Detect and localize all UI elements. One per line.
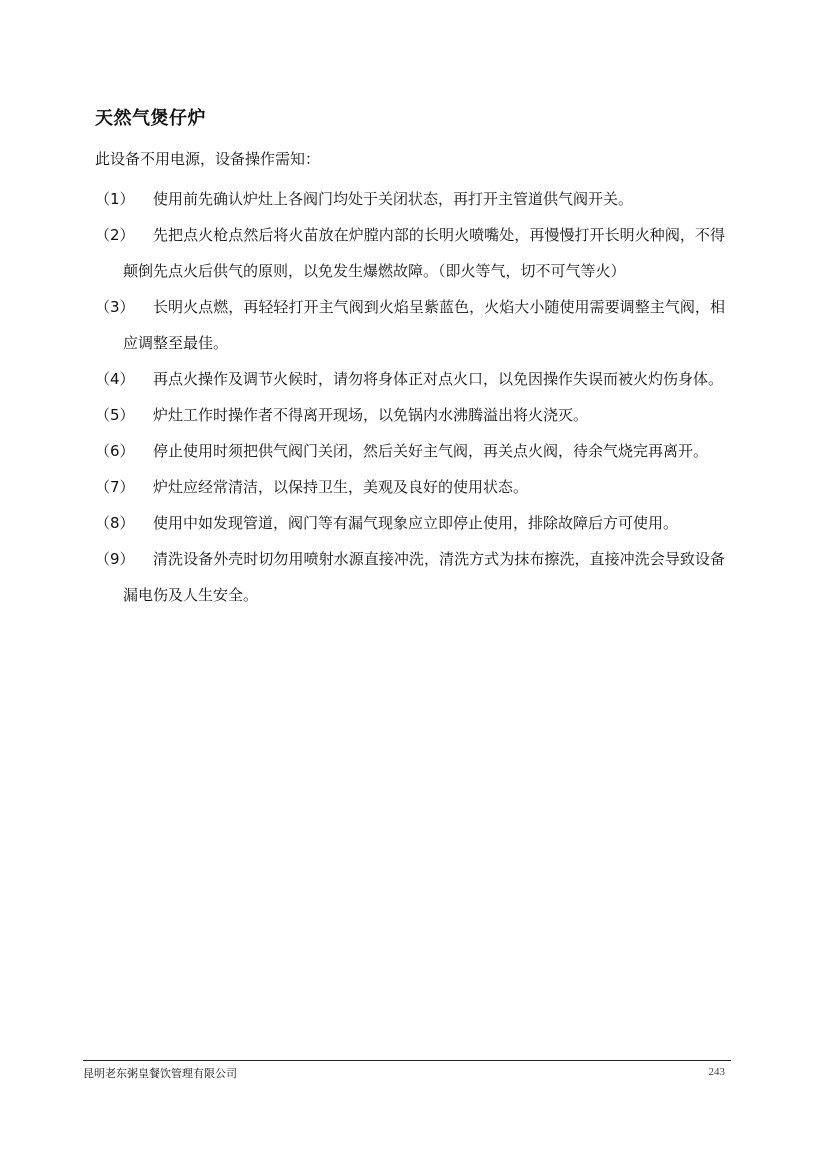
- list-item: [95, 289, 725, 361]
- item-text: 再点火操作及调节火候时，请勿将身体正对点火口，以免因操作失误而被火灼伤身体。: [153, 370, 724, 388]
- page-number: 243: [708, 1066, 725, 1078]
- list-item: [95, 181, 725, 217]
- item-number: （2）: [95, 226, 135, 244]
- item-text: 停止使用时须把供气阀门关闭，然后关好主气阀，再关点火阀，待余气烧完再离开。: [153, 442, 709, 460]
- page-title: 天然气煲仔炉: [95, 108, 206, 129]
- list-item: [95, 361, 725, 397]
- list-item: [95, 217, 725, 289]
- item-number: （6）: [95, 442, 135, 460]
- item-text: 长明火点燃，再轻轻打开主气阀到火焰呈紫蓝色，火焰大小随使用需要调整主气阀，相应调整至最佳。: [123, 298, 725, 352]
- item-text: 使用前先确认炉灶上各阀门均处于关闭状态，再打开主管道供气阀开关。: [153, 190, 634, 208]
- list-item: [95, 397, 725, 433]
- item-number: （9）: [95, 550, 135, 568]
- footer-divider: [83, 1060, 731, 1061]
- footer-company-name: 昆明老东粥皇餐饮管理有限公司: [83, 1067, 237, 1080]
- item-text: 使用中如发现管道，阀门等有漏气现象应立即停止使用，排除故障后方可使用。: [153, 514, 679, 532]
- item-number: （5）: [95, 406, 135, 424]
- intro-text: 此设备不用电源，设备操作需知：: [95, 150, 321, 168]
- item-number: （7）: [95, 478, 135, 496]
- list-item: [95, 541, 725, 613]
- item-number: （8）: [95, 514, 135, 532]
- list-item: [95, 505, 725, 541]
- item-text: 炉灶应经常清洁，以保持卫生，美观及良好的使用状态。: [153, 478, 529, 496]
- item-text: 炉灶工作时操作者不得离开现场，以免锅内水沸腾溢出将火浇灭。: [153, 406, 589, 424]
- list-item: [95, 469, 725, 505]
- instruction-list: [95, 181, 725, 613]
- item-text: 清洗设备外壳时切勿用喷射水源直接冲洗，清洗方式为抹布擦洗，直接冲洗会导致设备漏电伤及人生安全。: [123, 550, 725, 604]
- item-number: （1）: [95, 190, 135, 208]
- item-text: 先把点火枪点然后将火苗放在炉膛内部的长明火喷嘴处，再慢慢打开长明火种阀，不得颠倒先点火后供气的原则，以免发生爆燃故障。（即火等气，切不可气等火）: [123, 226, 725, 280]
- item-number: （3）: [95, 298, 135, 316]
- list-item: [95, 433, 725, 469]
- item-number: （4）: [95, 370, 135, 388]
